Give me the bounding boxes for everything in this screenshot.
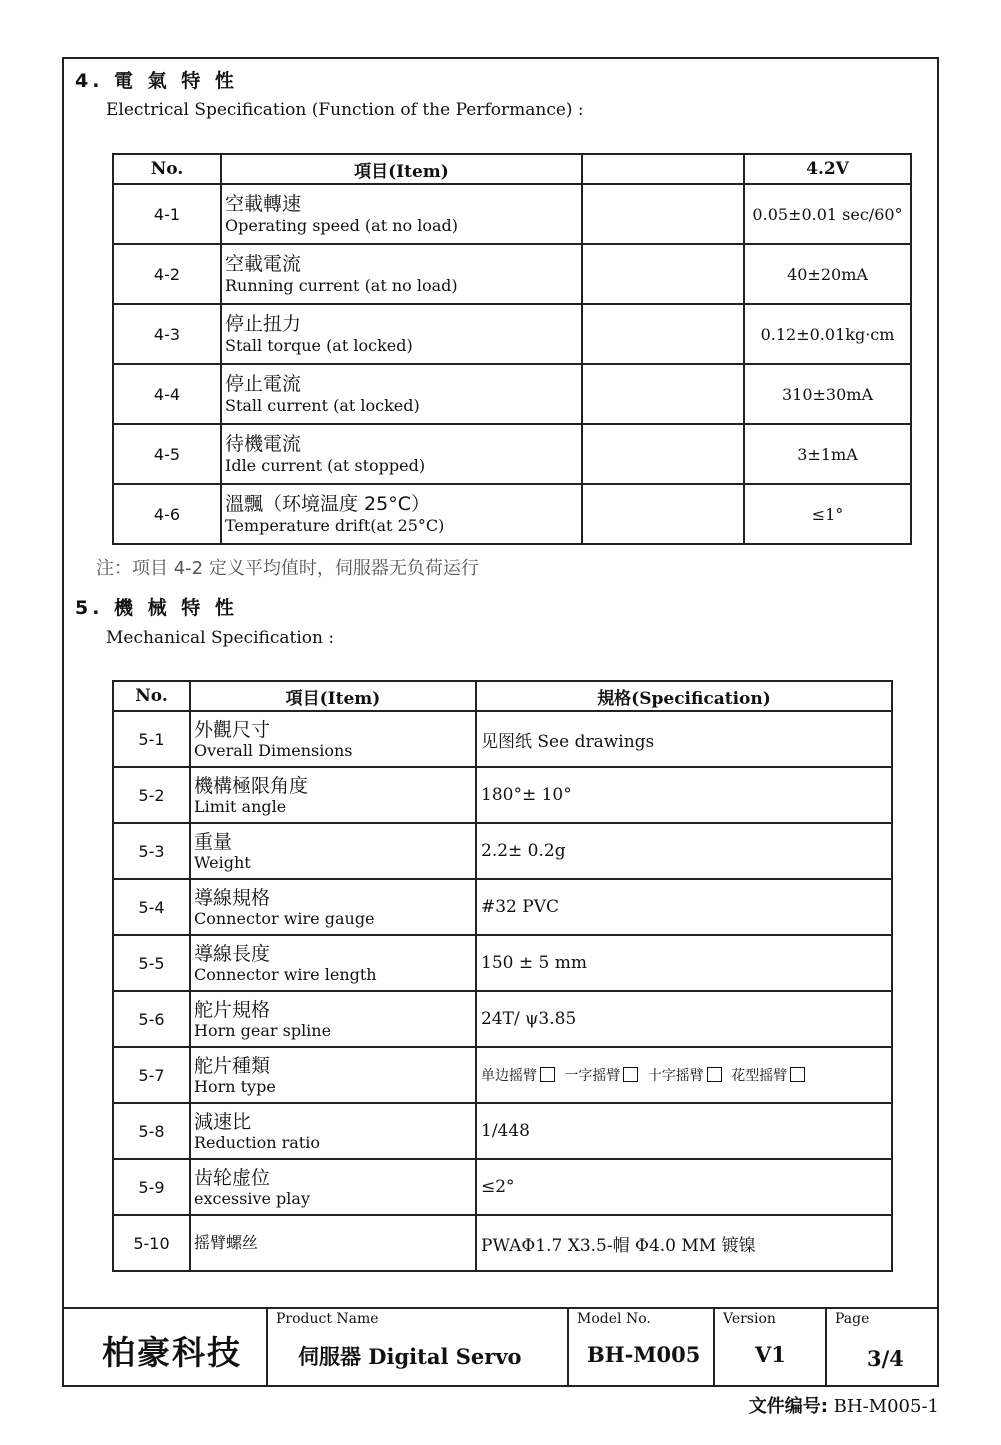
row-number: 5-9 [113, 1159, 190, 1215]
spec-cell: 180°± 10° [476, 767, 892, 823]
item-cell [190, 991, 476, 1047]
table-row [113, 484, 911, 544]
page-value: 3/4 [867, 1346, 904, 1371]
horn-option-label: 十字摇臂 [647, 1068, 704, 1084]
col-header-voltage: 4.2V [744, 154, 911, 184]
item-english: Overall Dimensions [194, 741, 353, 760]
item-cell [190, 935, 476, 991]
item-cell [221, 304, 582, 364]
horn-option-label: 一字摇臂 [564, 1068, 621, 1084]
table-row [113, 244, 911, 304]
table-row [113, 1103, 892, 1159]
item-english: Idle current (at stopped) [225, 456, 426, 475]
row-number: 4-1 [113, 184, 221, 244]
title-block [62, 1307, 939, 1387]
item-english: Operating speed (at no load) [225, 216, 459, 235]
item-english: Horn type [194, 1077, 276, 1096]
spec-cell: 2.2± 0.2g [476, 823, 892, 879]
item-cell [221, 424, 582, 484]
item-chinese: 重量 [194, 831, 233, 853]
blank-cell [582, 424, 744, 484]
product-name-label: Product Name [276, 1311, 379, 1327]
table-row [113, 364, 911, 424]
item-cell [221, 244, 582, 304]
checkbox[interactable] [790, 1067, 805, 1082]
table-row [113, 1047, 892, 1103]
row-number: 5-3 [113, 823, 190, 879]
table-row [113, 184, 911, 244]
item-cell [190, 879, 476, 935]
product-name-value: 伺服器 Digital Servo [298, 1344, 522, 1369]
checkbox[interactable] [540, 1067, 555, 1082]
item-chinese: 舵片種類 [194, 1055, 271, 1077]
row-number: 5-5 [113, 935, 190, 991]
item-chinese: 待機電流 [225, 433, 302, 455]
item-english: Connector wire gauge [194, 909, 375, 928]
item-english: Temperature drift(at 25°C) [225, 516, 445, 535]
col-header-no: No. [113, 681, 190, 711]
model-no-value: BH-M005 [587, 1342, 701, 1367]
section4-subheading: Electrical Specification (Function of the Performance) : [106, 100, 584, 120]
horn-option-label: 花型摇臂 [731, 1068, 788, 1084]
table-row [113, 1215, 892, 1271]
row-number: 4-2 [113, 244, 221, 304]
col-header-spec: 規格(Specification) [476, 681, 892, 711]
table-row [113, 711, 892, 767]
electrical-spec-table [112, 153, 912, 545]
item-chinese: 停止電流 [225, 373, 302, 395]
row-number: 5-4 [113, 879, 190, 935]
item-english: Weight [194, 853, 251, 872]
item-cell [190, 767, 476, 823]
spec-cell: #32 PVC [476, 879, 892, 935]
item-chinese: 機構極限角度 [194, 775, 309, 797]
item-chinese: 停止扭力 [225, 313, 302, 335]
document-number-value: BH-M005-1 [833, 1396, 939, 1417]
item-chinese: 外觀尺寸 [194, 719, 271, 741]
item-cell [190, 1215, 476, 1271]
item-cell [190, 823, 476, 879]
spec-cell: 1/448 [476, 1103, 892, 1159]
blank-cell [582, 184, 744, 244]
section5-subheading: Mechanical Specification : [106, 628, 335, 648]
blank-cell [582, 364, 744, 424]
section4-heading: 4. 電 氣 特 性 [75, 70, 238, 92]
spec-cell: PWAΦ1.7 X3.5-帽 Φ4.0 MM 镀镍 [476, 1215, 892, 1271]
spec-cell: 见图纸 See drawings [476, 711, 892, 767]
model-no-cell [567, 1309, 713, 1385]
section5-heading: 5. 機 械 特 性 [75, 597, 238, 619]
item-english: Stall current (at locked) [225, 396, 420, 415]
horn-option-label: 单边摇臂 [481, 1068, 537, 1084]
row-number: 4-4 [113, 364, 221, 424]
row-number: 5-7 [113, 1047, 190, 1103]
item-chinese: 空載電流 [225, 253, 302, 275]
value-cell: 3±1mA [744, 424, 911, 484]
table-header-row [113, 681, 892, 711]
item-english: Connector wire length [194, 965, 377, 984]
item-chinese: 空載轉速 [225, 193, 302, 215]
row-number: 5-2 [113, 767, 190, 823]
item-english: Horn gear spline [194, 1021, 332, 1040]
page-label: Page [835, 1311, 870, 1327]
spec-cell: 150 ± 5 mm [476, 935, 892, 991]
item-cell [221, 364, 582, 424]
value-cell: 40±20mA [744, 244, 911, 304]
table-row [113, 935, 892, 991]
horn-type-options [476, 1047, 892, 1103]
item-english: Reduction ratio [194, 1133, 320, 1152]
col-header-no: No. [113, 154, 221, 184]
row-number: 5-6 [113, 991, 190, 1047]
item-english: Limit angle [194, 797, 287, 816]
col-header-item: 項目(Item) [190, 681, 476, 711]
value-cell: 0.05±0.01 sec/60° [744, 184, 911, 244]
item-cell [221, 184, 582, 244]
item-chinese: 導線長度 [194, 943, 271, 965]
product-name-cell [266, 1309, 567, 1385]
table-row [113, 991, 892, 1047]
model-no-label: Model No. [577, 1311, 651, 1327]
version-value: V1 [755, 1342, 786, 1367]
item-chinese: 摇臂螺丝 [194, 1233, 259, 1252]
table-row [113, 767, 892, 823]
spec-cell: 24T/ ψ3.85 [476, 991, 892, 1047]
row-number: 5-8 [113, 1103, 190, 1159]
item-english: excessive play [194, 1189, 310, 1208]
document-number-label: 文件编号: [748, 1396, 828, 1417]
table-row [113, 304, 911, 364]
spec-cell: ≤2° [476, 1159, 892, 1215]
section4-note: 注：项目 4-2 定义平均值时，伺服器无负荷运行 [96, 558, 479, 579]
value-cell: 0.12±0.01kg·cm [744, 304, 911, 364]
item-english: Running current (at no load) [225, 276, 458, 295]
item-cell [221, 484, 582, 544]
checkbox[interactable] [623, 1067, 638, 1082]
item-chinese: 溫飄（环境温度 25°C） [225, 493, 430, 515]
col-header-item: 項目(Item) [221, 154, 582, 184]
row-number: 5-1 [113, 711, 190, 767]
blank-cell [582, 244, 744, 304]
item-chinese: 齿轮虚位 [194, 1167, 271, 1189]
document-number [749, 1392, 939, 1418]
item-chinese: 舵片規格 [194, 999, 271, 1021]
item-chinese: 減速比 [194, 1111, 252, 1133]
table-row [113, 823, 892, 879]
row-number: 5-10 [113, 1215, 190, 1271]
row-number: 4-6 [113, 484, 221, 544]
item-cell [190, 1103, 476, 1159]
table-row [113, 1159, 892, 1215]
item-cell [190, 1159, 476, 1215]
company-name: 柏豪科技 [102, 1333, 242, 1372]
mechanical-spec-table [112, 680, 893, 1272]
row-number: 4-5 [113, 424, 221, 484]
version-cell [713, 1309, 825, 1385]
value-cell: ≤1° [744, 484, 911, 544]
value-cell: 310±30mA [744, 364, 911, 424]
table-row [113, 424, 911, 484]
col-header-blank [582, 154, 744, 184]
table-header-row [113, 154, 911, 184]
item-chinese: 導線規格 [194, 887, 271, 909]
table-row [113, 879, 892, 935]
blank-cell [582, 484, 744, 544]
version-label: Version [723, 1311, 776, 1327]
item-cell [190, 711, 476, 767]
item-english: Stall torque (at locked) [225, 336, 413, 355]
blank-cell [582, 304, 744, 364]
row-number: 4-3 [113, 304, 221, 364]
checkbox[interactable] [707, 1067, 722, 1082]
page-cell [825, 1309, 937, 1385]
item-cell [190, 1047, 476, 1103]
